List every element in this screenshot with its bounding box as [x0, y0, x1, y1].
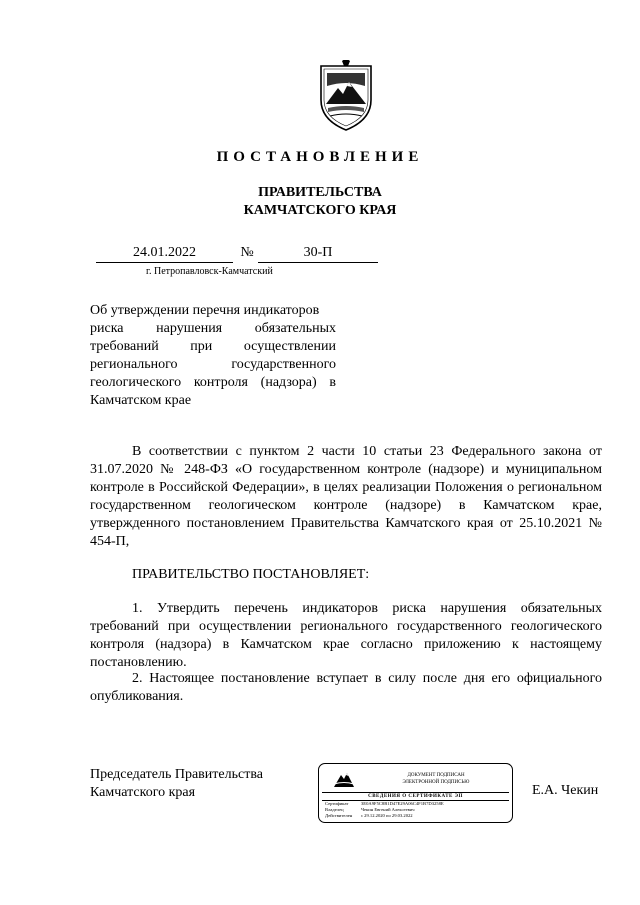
stamp-line-2: ЭЛЕКТРОННОЙ ПОДПИСЬЮ [402, 779, 470, 785]
stamp-cert-value: 3E0A9F5C8B1D47E29A06C4F1B7D3258E [361, 801, 444, 806]
issuer-line-1: ПРАВИТЕЛЬСТВА [258, 185, 382, 200]
document-title: ПОСТАНОВЛЕНИЕ [216, 149, 424, 165]
item-2: 2. Настоящее постановление вступает в силу после дня его официального опубликования. [90, 671, 602, 704]
document-date: 24.01.2022 [96, 245, 233, 263]
subject-line: геологического контроля (надзора) в [90, 375, 336, 390]
subject-line: Об утверждении перечня индикаторов [90, 303, 320, 318]
stamp-section-title: СВЕДЕНИЯ О СЕРТИФИКАТЕ ЭП [322, 792, 509, 801]
subject-line: регионального государственного [90, 357, 336, 372]
document-number: 30-П [258, 245, 378, 263]
number-sign: № [240, 245, 254, 260]
stamp-owner-label: Владелец [325, 807, 344, 812]
stamp-valid-value: с 29.12.2020 по 29.03.2022 [361, 813, 413, 818]
issuer [0, 184, 640, 220]
item-1: 1. Утвердить перечень индикаторов риска нарушения обязательных требований при осуществлении регионального государственного геологического контроля (надзора) в Камчатском крае согласно приложению к настоящему постановлению. [90, 601, 602, 670]
stamp-valid-row [325, 813, 413, 820]
position-line-2: Камчатского края [90, 785, 196, 800]
subject-block [90, 302, 336, 410]
stamp-cert-label: Сертификат [325, 801, 349, 806]
preamble: В соответствии с пунктом 2 части 10 статьи 23 Федерального закона от 31.07.2020 № 248-ФЗ «О государственном контроле (надзоре) и муниципальном контроле в Российской Федерации», в целях реализации Положения о региональном государственном геологическом контроле (надзоре) в Камчатском крае, утвержденного постановлением Правительства Камчатского края от 25.10.2021 № 454-П, [90, 444, 602, 549]
subject-line: Камчатском крае [90, 393, 192, 408]
signatory-position [90, 766, 263, 802]
city: г. Петропавловск-Камчатский [146, 266, 273, 277]
issuer-line-2: КАМЧАТСКОГО КРАЯ [243, 203, 397, 218]
stamp-valid-label: Действителен [325, 813, 353, 818]
stamp-line-1: ДОКУМЕНТ ПОДПИСАН [407, 773, 465, 778]
position-line-1: Председатель Правительства [90, 767, 263, 782]
stamp-emblem-icon [333, 770, 355, 788]
stamp-header [381, 773, 491, 786]
coat-of-arms-emblem [318, 60, 374, 132]
subject-line: риска нарушения обязательных [90, 321, 336, 336]
decree-phrase: ПРАВИТЕЛЬСТВО ПОСТАНОВЛЯЕТ: [132, 567, 370, 582]
stamp-owner-value: Чекин Евгений Алексеевич [361, 807, 415, 812]
signatory-name: Е.А. Чекин [532, 783, 599, 798]
subject-line: требований при осуществлении [90, 339, 336, 354]
electronic-signature-stamp [318, 763, 513, 823]
